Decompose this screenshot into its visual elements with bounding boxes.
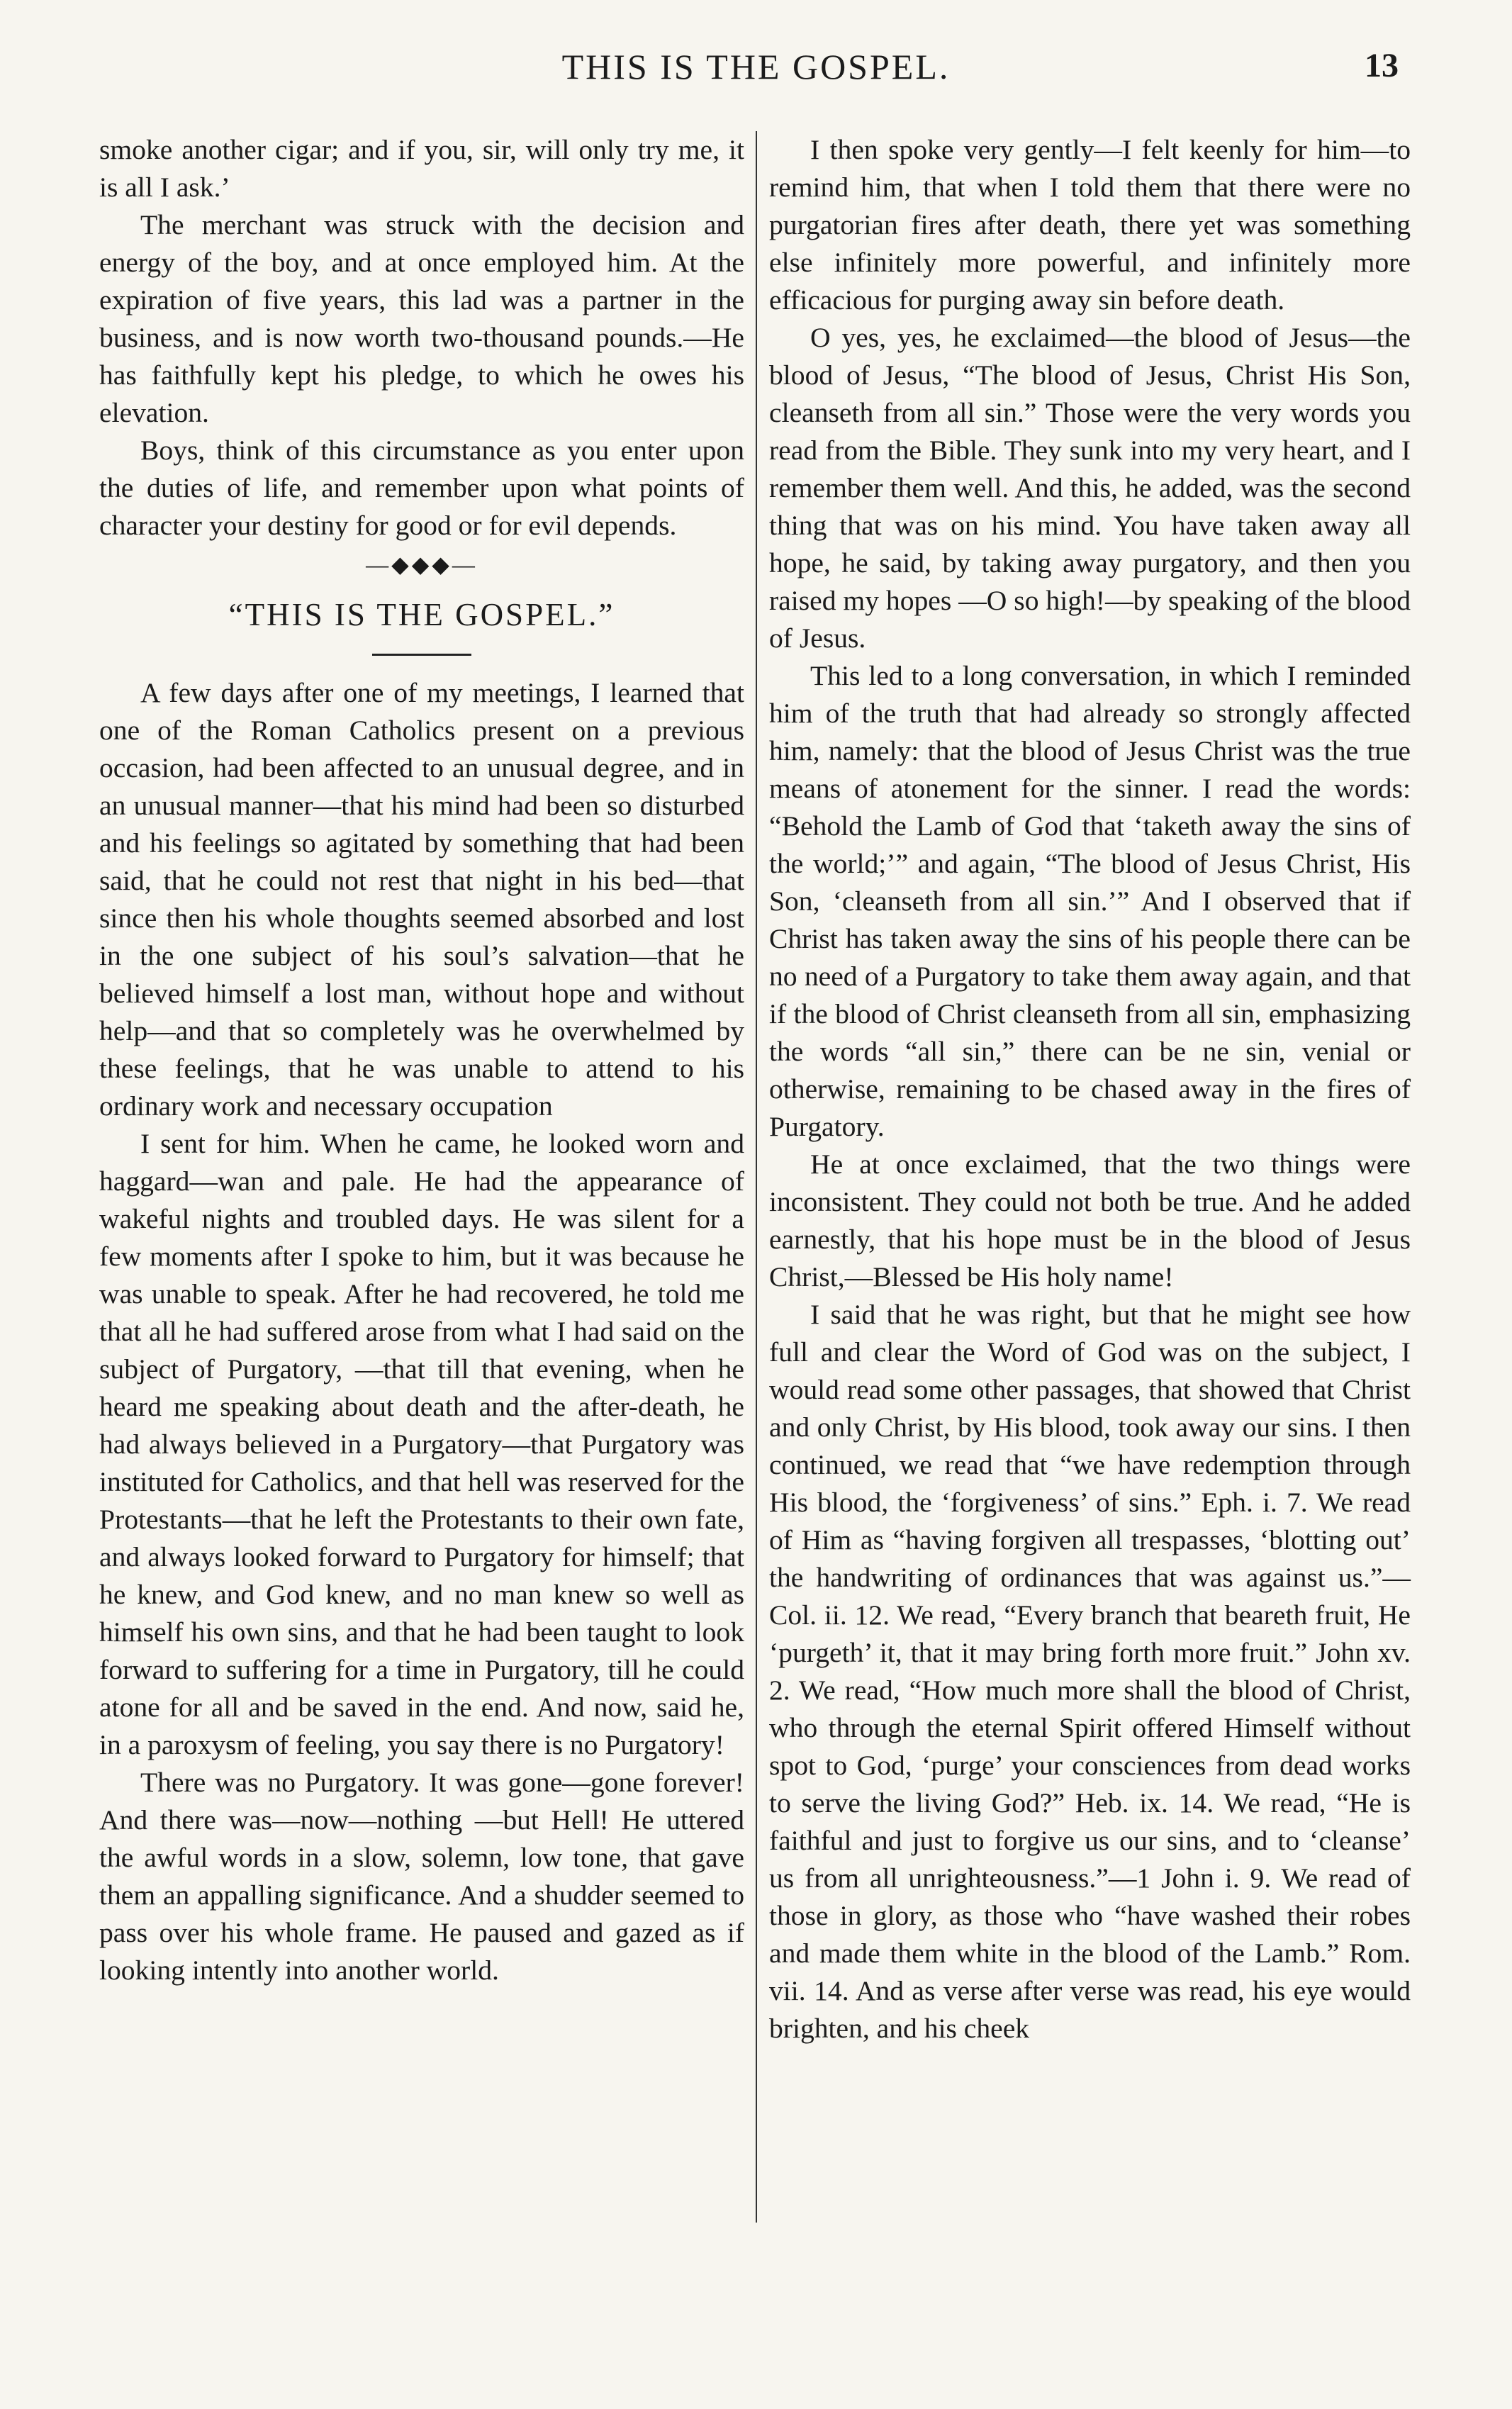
paragraph: A few days after one of my meetings, I learned that one of the Roman Catholics present on a previous occasion, had been affected to an unusual degree, and in an unusual manner—that his mind had been so disturbed and his feelings so agitated by something that had been said, that he could not rest that night in his bed—that since then his whole thoughts seemed absorbed and lost in the one subject of his soul’s salvation—that he believed himself a lost man, without hope and without help—and that so completely was he overwhelmed by these feelings, that he was unable to attend to his ordinary work and necessary occupation (99, 677, 744, 1122)
paragraph: There was no Purgatory. It was gone—gone forever! And there was—now—nothing —but Hell! He uttered the awful words in a slow, solemn, low tone, that gave them an appalling significance. And a shudder seemed to pass over his whole frame. He paused and gazed as if looking intently into another world. (99, 1767, 744, 1986)
paragraph: He at once exclaimed, that the two things were inconsistent. They could not both be true. And he added earnestly, that his hope must be in the blood of Jesus Christ,—Blessed be His holy name! (769, 1148, 1411, 1292)
paragraph: I sent for him. When he came, he looked worn and haggard—wan and pale. He had the appearance of wakeful nights and troubled days. He was silent for a few moments after I spoke to him, but it was because he was unable to speak. After he had recovered, he told me that all he had suffered arose from what I had said on the subject of Purgatory, —that till that evening, when he heard me speaking about death and the after-death, he had always believed in a Purgatory—that Purgatory was instituted for Catholics, and that hell was reserved for the Protestants—that he left the Protestants to their own fate, and always looked forward to Purgatory for himself; that he knew, and God knew, and no man knew so well as himself his own sins, and that he had been taught to look forward to suffering for a time in Purgatory, till he could atone for all and be saved in the end. And now, said he, in a paroxysm of feeling, you say there is no Purgatory! (99, 1128, 744, 1760)
paragraph: This led to a long conversation, in which I reminded him of the truth that had already so strongly affected him, namely: that the blood of Jesus Christ was the true means of atonement for the sinner. I read the words: “Behold the Lamb of God that ‘taketh away the sins of the world;’” and again, “The blood of Jesus Christ, His Son, ‘cleanseth from all sin.’” And I observed that if Christ has taken away the sins of his people there can be no need of a Purgatory to take them away again, and that if the blood of Christ cleanseth from all sin, emphasizing the words “all sin,” there can be ne sin, venial or otherwise, remaining to be chased away in the fires of Purgatory. (769, 660, 1411, 1142)
article-title: “THIS IS THE GOSPEL.” (228, 597, 615, 632)
page-number: 13 (1365, 47, 1399, 84)
running-title: THIS IS THE GOSPEL. (561, 47, 951, 86)
paragraph: O yes, yes, he exclaimed—the blood of Jesus—the blood of Jesus, “The blood of Jesus, Christ His Son, cleanseth from all sin.” Those were the very words you read from the Bible. They sunk into my very heart, and I remember them well. And this, he added, was the second thing that was on his mind. You have taken away all hope, he said, by taking away purgatory, and then you raised my hopes —O so high!—by speaking of the blood of Jesus. (769, 322, 1411, 654)
paragraph: I then spoke very gently—I felt keenly for him—to remind him, that when I told them that there were no purgatorian fires after death, there yet was something else infinitely more powerful, and infinitely more efficacious for purging away sin before death. (769, 134, 1411, 315)
paragraph: smoke another cigar; and if you, sir, will only try me, it is all I ask.’ (99, 134, 744, 203)
running-head (0, 39, 1512, 96)
column-divider (756, 131, 757, 2223)
paragraph: The merchant was struck with the decision and energy of the boy, and at once employed him. At the expiration of five years, this lad was a partner in the business, and is now worth two-thousand pounds.—He has faithfully kept his pledge, to which he owes his elevation. (99, 209, 744, 428)
section-ornament: —◆◆◆— (366, 552, 478, 577)
title-rule (372, 654, 471, 656)
paragraph: I said that he was right, but that he might see how full and clear the Word of God was on the subject, I would read some other passages, that showed that Christ and only Christ, by His blood, took away our sins. I then continued, we read that “we have redemption through His blood, the ‘forgiveness’ of sins.” Eph. i. 7. We read of Him as “having forgiven all trespasses, ‘blotting out’ the handwriting of ordinances that was against us.”—Col. ii. 12. We read, “Every branch that beareth fruit, He ‘purgeth’ it, that it may bring forth more fruit.” John xv. 2. We read, “How much more shall the blood of Christ, who through the eternal Spirit offered Himself without spot to God, ‘purge’ your consciences from dead works to serve the living God?” Heb. ix. 14. We read, “He is faithful and just to forgive us our sins, and to ‘cleanse’ us from all unrighteousness.”—1 John i. 9. We read of those in glory, as those who “have washed their robes and made them white in the blood of the Lamb.” Rom. vii. 14. And as verse after verse was read, his eye would brighten, and his cheek (769, 1299, 1411, 2044)
left-column (99, 131, 744, 1989)
right-column (769, 131, 1411, 2047)
paragraph: Boys, think of this circumstance as you enter upon the duties of life, and remember upon what points of character your destiny for good or for evil depends. (99, 435, 744, 541)
